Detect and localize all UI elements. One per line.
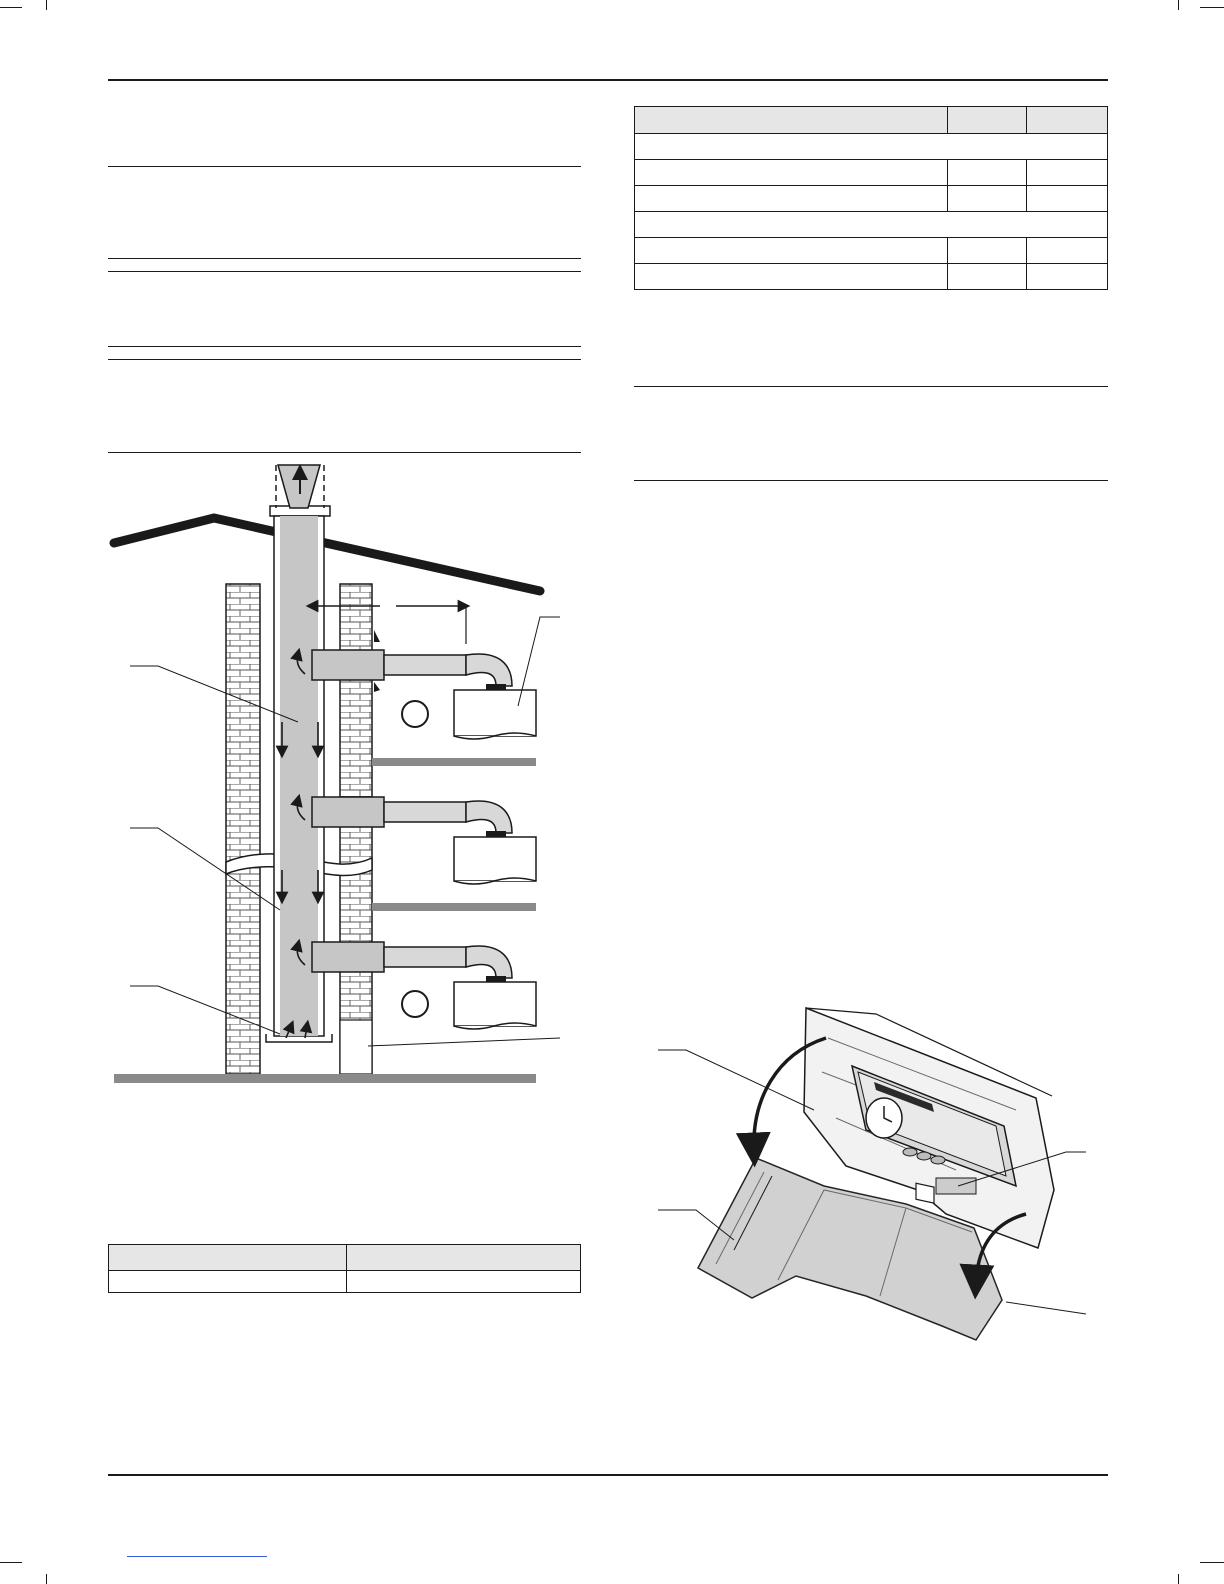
parameter-table-header-row — [109, 1245, 581, 1271]
parameter-table-header-cell — [109, 1245, 347, 1271]
spec-table-cell — [1027, 160, 1108, 186]
crop-mark-top-right-h — [1200, 7, 1224, 8]
spec-table-group-cell — [635, 212, 1108, 238]
left-section-rule-1 — [108, 166, 581, 167]
spec-table-row — [635, 238, 1108, 264]
left-section-rule-4 — [108, 452, 581, 453]
spec-table-header-cell — [948, 107, 1027, 134]
spec-table-group-cell — [635, 134, 1108, 160]
spec-table-cell — [1027, 238, 1108, 264]
spec-table-cell — [1027, 264, 1108, 290]
boiler-icon — [454, 837, 536, 881]
spec-table-cell — [948, 264, 1027, 290]
spec-table-row — [635, 160, 1108, 186]
boiler-icon — [454, 690, 536, 736]
spec-table-row — [635, 264, 1108, 290]
parameter-table-cell — [109, 1271, 347, 1293]
spec-table-cell — [635, 160, 948, 186]
brick-wall-icon — [226, 584, 260, 1074]
spec-table — [634, 106, 1108, 290]
right-section-rule-1 — [634, 386, 1108, 387]
left-section-rule-3b — [108, 359, 581, 360]
spec-table-cell — [635, 238, 948, 264]
spec-table-cell — [635, 264, 948, 290]
crop-mark-top-left-v — [46, 0, 47, 10]
spec-table-cell — [1027, 186, 1108, 212]
crop-mark-bottom-right-v — [1178, 1574, 1179, 1584]
spec-table-group-row — [635, 212, 1108, 238]
flue-system-diagram — [100, 460, 570, 1090]
spec-table-header-row — [635, 107, 1108, 134]
header-rule — [108, 79, 1108, 81]
spec-table-cell — [948, 186, 1027, 212]
crop-mark-bottom-left-v — [46, 1574, 47, 1584]
roof-icon — [114, 518, 540, 591]
parameter-table-cell — [347, 1271, 581, 1293]
spec-table-header-cell — [635, 107, 948, 134]
crop-mark-top-right-v — [1178, 0, 1179, 10]
left-section-rule-3a — [108, 346, 581, 347]
boiler-icon — [454, 982, 536, 1026]
parameter-table-row — [109, 1271, 581, 1293]
spec-table-header-cell — [1027, 107, 1108, 134]
crop-mark-top-left-h — [0, 7, 22, 8]
spec-table-cell — [948, 160, 1027, 186]
control-unit-illustration — [656, 1000, 1096, 1350]
footer-rule — [108, 1474, 1108, 1476]
crop-mark-bottom-left-h — [0, 1562, 22, 1563]
left-section-rule-2a — [108, 258, 581, 259]
parameter-table-header-cell — [347, 1245, 581, 1271]
left-section-rule-2b — [108, 271, 581, 272]
parameter-table — [108, 1244, 581, 1293]
spec-table-cell — [948, 238, 1027, 264]
right-section-rule-2 — [634, 480, 1108, 481]
spec-table-group-row — [635, 134, 1108, 160]
spec-table-row — [635, 186, 1108, 212]
footer-link-underline — [127, 1556, 267, 1557]
crop-mark-bottom-right-h — [1200, 1562, 1224, 1563]
spec-table-cell — [635, 186, 948, 212]
